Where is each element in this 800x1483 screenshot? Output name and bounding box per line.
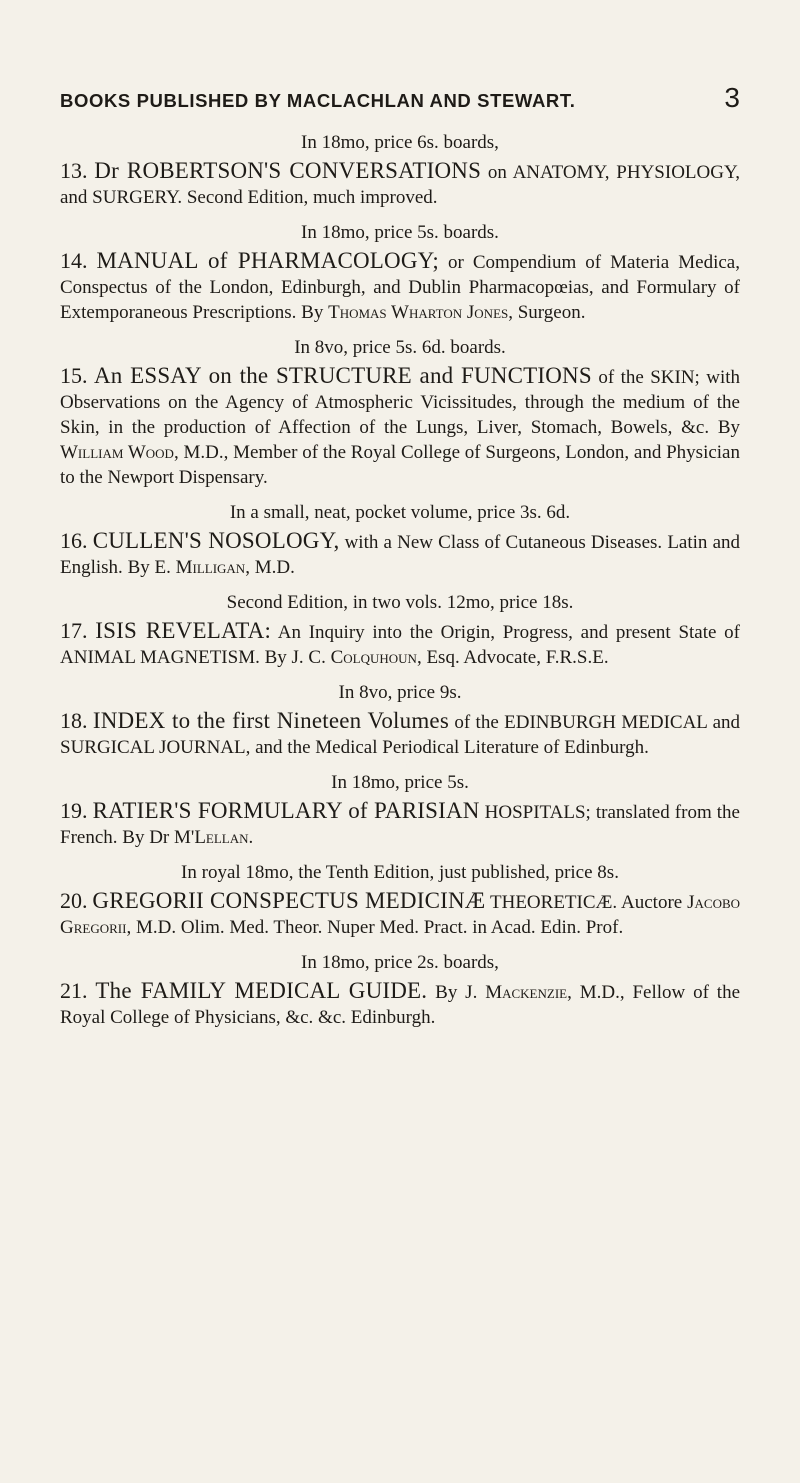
author-prefix: By Dr bbox=[122, 827, 170, 848]
entry-description: of the SKIN; with Observations on the Agency of Atmospheric Vicissitudes, through the medium of the Skin, in the production of Affection of the Lungs, Liver, Stomach, Bowels, &c. bbox=[60, 367, 741, 438]
entry-number: 19. bbox=[60, 798, 88, 823]
entry-description: HOSPITALS; translated from the French. bbox=[60, 802, 740, 848]
entry-text bbox=[60, 888, 740, 940]
entry-number: 13. bbox=[60, 158, 88, 183]
author-suffix: , M.D., Member of the Royal College of Surgeons, London, and Physician to the Newport Dispensary. bbox=[60, 442, 740, 488]
author-prefix: By J. bbox=[435, 982, 478, 1003]
entry-description: with a New Class of Cutaneous Diseases. Latin and English. bbox=[60, 532, 741, 578]
author-suffix: , M.D., Fellow of the Royal College of Physicians, &c. &c. Edinburgh. bbox=[60, 982, 741, 1028]
author-suffix: , Esq. Advocate, F.R.S.E. bbox=[416, 647, 609, 668]
entry-text bbox=[60, 158, 740, 210]
entry-text bbox=[60, 618, 740, 670]
author-name: William Wood bbox=[60, 442, 174, 463]
page-number: 3 bbox=[724, 82, 740, 113]
author-name: M'Lellan bbox=[174, 827, 249, 848]
entry-text bbox=[60, 798, 740, 850]
catalogue-entry-14 bbox=[60, 220, 740, 325]
entry-number: 15. bbox=[60, 363, 88, 388]
entry-heading: The FAMILY MEDICAL GUIDE. bbox=[95, 978, 428, 1003]
entry-heading: Dr ROBERTSON'S CONVERSATIONS bbox=[94, 158, 482, 183]
entry-description: An Inquiry into the Origin, Progress, and present State of ANIMAL MAGNETISM. bbox=[60, 622, 741, 668]
edition-line: In 18mo, price 5s. bbox=[331, 772, 469, 793]
author-name: Colquhoun bbox=[330, 647, 417, 668]
author-prefix: By J. C. bbox=[264, 647, 326, 668]
entry-number: 14. bbox=[60, 248, 88, 273]
entry-number: 17. bbox=[60, 618, 88, 643]
catalogue-entry-19 bbox=[60, 770, 740, 850]
edition-line: In royal 18mo, the Tenth Edition, just published, price 8s. bbox=[181, 862, 619, 883]
catalogue-entry-16 bbox=[60, 500, 740, 580]
catalogue-entry-21 bbox=[60, 950, 740, 1030]
author-suffix: . bbox=[248, 827, 254, 848]
entry-heading: INDEX to the first Nineteen Volumes bbox=[92, 708, 449, 733]
edition-line: Second Edition, in two vols. 12mo, price 18s. bbox=[226, 592, 574, 613]
edition-line: In a small, neat, pocket volume, price 3s. 6d. bbox=[229, 502, 571, 523]
entry-heading: GREGORII CONSPECTUS MEDICINÆ bbox=[92, 888, 486, 913]
running-head bbox=[60, 84, 740, 120]
running-head-title: BOOKS PUBLISHED BY MACLACHLAN AND STEWART. bbox=[60, 90, 576, 111]
entry-heading: CULLEN'S NOSOLOGY, bbox=[92, 528, 340, 553]
author-prefix: By bbox=[717, 417, 741, 438]
author-suffix: , M.D. Olim. Med. Theor. Nuper Med. Pract. in Acad. Edin. Prof. bbox=[126, 917, 624, 938]
entry-heading: RATIER'S FORMULARY of PARISIAN bbox=[92, 798, 480, 823]
entry-heading: ISIS REVELATA: bbox=[95, 618, 272, 643]
catalogue-listing bbox=[60, 130, 740, 1040]
author-name: Mackenzie bbox=[485, 982, 568, 1003]
catalogue-entry-20 bbox=[60, 860, 740, 940]
author-suffix: , M.D. bbox=[245, 557, 295, 578]
author-suffix: , Surgeon. bbox=[508, 302, 586, 323]
entry-text bbox=[60, 528, 740, 580]
entry-number: 18. bbox=[60, 708, 88, 733]
entry-description: on ANATOMY, PHYSIOLOGY, and SURGERY. Second Edition, much improved. bbox=[60, 162, 740, 208]
entry-heading: MANUAL of PHARMACOLOGY; bbox=[96, 248, 439, 273]
catalogue-entry-13 bbox=[60, 130, 740, 210]
edition-line: In 8vo, price 5s. 6d. boards. bbox=[294, 337, 506, 358]
entry-text bbox=[60, 708, 740, 760]
catalogue-entry-15 bbox=[60, 335, 740, 490]
entry-description: of the EDINBURGH MEDICAL and SURGICAL JOURNAL, and the Medical Periodical Literature of Edinburgh. bbox=[60, 712, 741, 758]
author-prefix: By E. bbox=[127, 557, 171, 578]
author-name: Milligan bbox=[175, 557, 246, 578]
author-name: Thomas Wharton Jones bbox=[328, 302, 509, 323]
entry-number: 16. bbox=[60, 528, 88, 553]
entry-text bbox=[60, 978, 740, 1030]
author-name: Jacobo Gregorii bbox=[60, 892, 741, 938]
entry-number: 21. bbox=[60, 978, 88, 1003]
edition-line: In 18mo, price 2s. boards, bbox=[301, 952, 499, 973]
edition-line: In 18mo, price 5s. boards. bbox=[301, 222, 499, 243]
edition-line: In 18mo, price 6s. boards, bbox=[301, 132, 499, 153]
author-prefix: By bbox=[301, 302, 324, 323]
entry-description: THEORETICÆ. Auctore bbox=[490, 892, 683, 913]
entry-number: 20. bbox=[60, 888, 88, 913]
catalogue-entry-18 bbox=[60, 680, 740, 760]
entry-heading: An ESSAY on the STRUCTURE and FUNCTIONS bbox=[93, 363, 592, 388]
entry-text bbox=[60, 248, 740, 325]
catalogue-entry-17 bbox=[60, 590, 740, 670]
entry-text bbox=[60, 363, 740, 490]
entry-description: or Compendium of Materia Medica, Conspectus of the London, Edinburgh, and Dublin Pharmacopœias, and Formulary of Extemporaneous Prescriptions. bbox=[60, 252, 740, 323]
edition-line: In 8vo, price 9s. bbox=[338, 682, 462, 703]
